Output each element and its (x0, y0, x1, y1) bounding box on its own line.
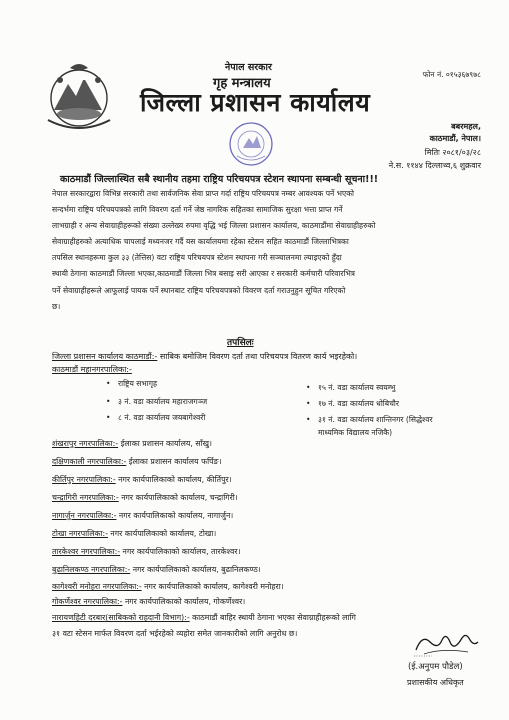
signatory-title: प्रशासकीय अधिकृत (407, 678, 464, 687)
notice-subject: काठमाडौं जिल्लास्थित सबै स्थानीय तहमा राष्ट्रिय परिचयपत्र स्टेशन स्थापना सम्बन्धी सूचना!!! (60, 174, 379, 185)
municipality-station: नगर कार्यपालिकाको कार्यालय, टोखा। (107, 529, 217, 538)
list-item: • राष्ट्रिय सभागृह (118, 378, 157, 389)
municipality-row (52, 596, 492, 608)
district-office-entry (52, 351, 357, 362)
body-line: छ। (52, 301, 61, 311)
municipality-station: नगर कार्यपालिकाको कार्यालय, तारकेश्वर। (120, 547, 241, 556)
office-seal-icon (227, 120, 275, 168)
municipality-name: शंखरापुर नगरपालिका:- (52, 439, 119, 448)
location-line-2: काठमाडौं, नेपाल। (429, 134, 481, 143)
signature-icon (412, 628, 480, 660)
body-line: सन्दर्भमा राष्ट्रिय परिचयपत्रको लागि विवरण दर्ता गर्ने जेष्ठ नागरिक सहितका सामाजिक सुरक्षा भत्ता प्राप्त गर्ने (52, 205, 343, 215)
body-line: तपसिल स्थानहरूमा कुल ३३ (तेत्तिस) वटा राष्ट्रिय परिचयपत्र स्टेशन स्थापना गरी सञ्चालनमा ल्याइएको हुँदा (52, 253, 342, 263)
phone-number: फोन नं. ०१५३६७९७८ (422, 70, 481, 79)
list-item: • ३१ नं. वडा कार्यालय शान्तिनगर (सिद्धेश्वर (318, 414, 433, 425)
municipality-row (52, 546, 492, 558)
body-line: पर्ने सेवाग्राहीहरूले आफूलाई पायक पर्ने स्थानबाट राष्ट्रिय परिचयपत्रको विवरण दर्ता गराउनुहुन सूचित गरिएको (52, 285, 346, 295)
ministry-name: गृह मन्त्रालय (213, 76, 271, 91)
district-office-text: साबिक बमोजिम विवरण दर्ता तथा परिचयपत्र वितरण कार्य भइरहेको। (157, 352, 358, 361)
municipality-row (52, 564, 492, 576)
list-item: • १७ नं. वडा कार्यालय धोबिचौर (318, 398, 399, 409)
nepal-emblem-icon (40, 58, 118, 132)
municipality-name: गोकर्णेश्वर नगरपालिका:- (52, 597, 123, 606)
municipality-name: कागेश्वरी मनोहरा नगरपालिका:- (52, 582, 142, 591)
location-line-1: बबरमहल, (451, 122, 481, 131)
passport-dept-text: काठमाडौं बाहिर स्थायी ठेगाना भएका सेवाग्राहीहरूको लागि (189, 613, 356, 622)
municipality-row (52, 492, 492, 504)
passport-dept-line-1 (52, 610, 492, 626)
district-office-name: जिल्ला प्रशासन कार्यालय काठमाडौं:- (52, 352, 158, 361)
municipality-station: ईलाका प्रशासन कार्यालय फर्पिङ। (126, 457, 222, 466)
municipality-station: नगर कार्यपालिकाको कार्यालय, नागार्जुन। (116, 511, 234, 520)
body-line: स्थायी ठेगाना काठमाडौं जिल्ला भएका,काठमाडौं जिल्ला भित्र बसाइ सरी आएका र सरकारी कर्मचारी परिवारभित्र (52, 269, 355, 279)
municipality-station: नगर कार्यपालिकाको कार्यालय, गोकर्णेश्वर। (122, 597, 246, 606)
passport-dept-line-2: ३१ वटा स्टेसन मार्फत विवरण दर्ता भईरहेको व्यहोरा समेत जानकारीको लागि अनुरोध छ। (52, 628, 298, 638)
municipality-name: नागार्जुन नगरपालिका:- (52, 511, 117, 520)
municipality-row (52, 510, 492, 522)
municipality-name: बुढानिलकण्ठ नगरपालिका:- (52, 565, 131, 574)
municipality-name: कीर्तिपुर नगरपालिका:- (52, 475, 116, 484)
list-item: • १५ नं. वडा कार्यालय स्वयम्भु (318, 382, 395, 393)
nepal-sambat-date: ने.स. ११४४ दिल्लाथ्व,६ शुक्रवार (388, 161, 481, 170)
municipality-station: नगर कार्यपालिकाको कार्यालय, कागेश्वरी मनोहरा। (141, 582, 284, 591)
signatory-name: (ई.अनुपम पौडेल) (408, 662, 463, 672)
notice-body (52, 186, 482, 315)
details-heading: तपसिलः (227, 338, 254, 348)
municipality-name: टोखा नगरपालिका:- (52, 529, 108, 538)
body-line: लाभग्राही र अन्य सेवाग्राहीहरूको संख्या उल्लेख्य रुपमा वृद्धि भई जिल्ला प्रशासन कार्यालय, काठमाडौंमा सेवाग्राहीहरुको (52, 221, 376, 231)
municipality-row (52, 581, 492, 593)
body-line: नेपाल सरकारद्वारा विभिन्न सरकारी तथा सार्वजनिक सेवा प्राप्त गर्दा राष्ट्रिय परिचयपत्र नम्बर आवश्यक पर्ने भएको (52, 189, 355, 198)
municipality-row (52, 474, 492, 486)
office-name: जिल्ला प्रशासन कार्यालय (140, 88, 371, 117)
letter-date: मितिः २०८१/०३/२८ (424, 148, 481, 157)
government-name: नेपाल सरकार (225, 62, 272, 73)
list-item: • ३ नं. वडा कार्यालय महाराजगञ्ज (118, 396, 207, 407)
list-item-continuation: माध्यमिक विद्यालय नजिकै) (318, 428, 393, 437)
municipality-name: दक्षिणकाली नगरपालिका:- (52, 457, 127, 466)
municipality-row (52, 438, 492, 450)
municipality-name: तारकेश्वर नगरपालिका:- (52, 547, 121, 556)
municipality-station: नगर कार्यपालिकाको कार्यालय, चन्द्रागिरी। (118, 493, 238, 502)
municipality-station: नगर कार्यपालिकाको कार्यालय, बुढानिलकण्ठ। (130, 565, 261, 574)
body-line: सेवाग्राहीहरुको अत्याधिक चापलाई मध्यनजर गर्दै यस कार्यालयमा रहेका स्टेसन सहित काठमाडौं जिल्लाभित्रका (52, 237, 349, 247)
municipality-row (52, 528, 492, 540)
municipality-row (52, 456, 492, 468)
municipality-station: ईलाका प्रशासन कार्यालय, साँखु। (118, 439, 212, 448)
passport-dept-name: नारायणहिटी दरबार(साबिकको राहदानी विभाग):- (52, 613, 190, 622)
metro-heading: काठमाडौं महानगरपालिका:- (52, 365, 132, 374)
municipality-station: नगर कार्यपालिकाको कार्यालय, कीर्तिपुर। (115, 475, 232, 484)
list-item: • ८ नं. वडा कार्यालय जयबागेश्वरी (118, 412, 205, 423)
municipality-name: चन्द्रागिरी नगरपालिका:- (52, 493, 119, 502)
